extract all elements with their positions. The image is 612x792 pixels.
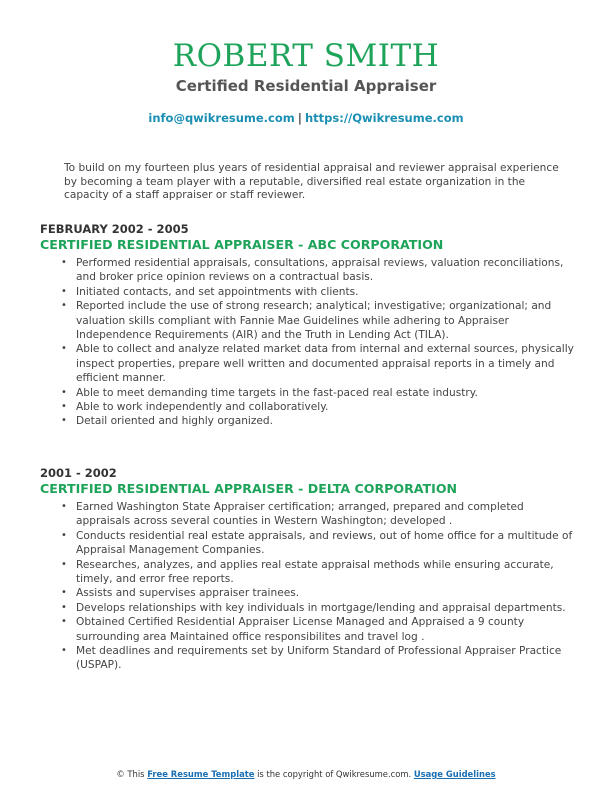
duty-text: Able to collect and analyze related market data from internal and external sources, physically inspect properties, prepare well written and documented appraisal reports in a timely and efficient manner. <box>76 343 574 385</box>
bullet-icon: • <box>61 616 67 628</box>
duty-item <box>40 615 580 644</box>
job-dates: 2001 - 2002 <box>40 466 117 480</box>
candidate-title: Certified Residential Appraiser <box>175 77 437 95</box>
duty-text: Initiated contacts, and set appointments with clients. <box>76 285 359 298</box>
bullet-icon: • <box>61 558 67 570</box>
duty-text: Develops relationships with key individuals in mortgage/lending and appraisal departments. <box>76 601 566 614</box>
duty-item <box>40 644 580 673</box>
bullet-icon: • <box>61 645 67 657</box>
duty-text: Obtained Certified Residential Appraiser License Managed and Appraised a 9 county surrounding area Maintained office responsibilites and travel log . <box>76 616 525 643</box>
duty-text: Earned Washington State Appraiser certification; arranged, prepared and completed appraisals across several counties in Western Washington; developed . <box>76 501 524 528</box>
contact-line <box>0 110 612 126</box>
bullet-icon: • <box>61 343 67 355</box>
duty-item <box>40 558 580 587</box>
experience-entry <box>40 466 580 673</box>
bullet-icon: • <box>61 601 67 613</box>
bullet-icon: • <box>61 401 67 413</box>
duty-item <box>40 414 580 428</box>
bullet-icon: • <box>61 587 67 599</box>
bullet-icon: • <box>61 285 67 297</box>
website-link[interactable]: https://Qwikresume.com <box>304 111 464 125</box>
experience-entry <box>40 222 580 429</box>
candidate-name: ROBERT SMITH <box>172 38 440 74</box>
duty-item <box>40 299 580 342</box>
duty-text: Reported include the use of strong research; analytical; investigative; organizational; and valuation skills compliant with Fannie Mae Guidelines while adhering to Appraiser Independence Requirements (AIR) and the Truth in Lending Act (TILA). <box>76 300 552 342</box>
bullet-icon: • <box>61 501 67 512</box>
free-resume-template-link[interactable]: Free Resume Template <box>147 769 255 779</box>
job-title: CERTIFIED RESIDENTIAL APPRAISER - DELTA CORPORATION <box>40 481 458 496</box>
duty-item <box>40 601 580 615</box>
duty-text: Able to work independently and collaboratively. <box>76 401 329 414</box>
duty-text: Detail oriented and highly organized. <box>76 415 274 428</box>
job-duties <box>40 500 580 673</box>
footer-copyright-text: is the copyright of Qwikresume.com. <box>257 769 412 779</box>
footer-prefix: © This <box>116 769 145 779</box>
duty-text: Met deadlines and requirements set by Uniform Standard of Professional Appraiser Practice (USPAP). <box>76 645 562 672</box>
duty-item <box>40 529 580 558</box>
bullet-icon: • <box>61 386 67 398</box>
bullet-icon: • <box>61 300 67 312</box>
duty-text: Performed residential appraisals, consultations, appraisal reviews, valuation reconciliations, and broker price opinion reviews on a contractual basis. <box>76 257 564 284</box>
bullet-icon: • <box>61 529 67 541</box>
duty-text: Researches, analyzes, and applies real estate appraisal methods while ensuring accurate, timely, and error free reports. <box>76 558 554 586</box>
bullet-icon: • <box>61 257 67 268</box>
summary-paragraph: To build on my fourteen plus years of residential appraisal and reviewer appraisal experience by becoming a team player with a reputable, diversified real estate organization in the capacity of a staff appraiser or staff reviewer. <box>64 162 559 202</box>
duty-text: Conducts residential real estate appraisals, and reviews, out of home office for a multitude of Appraisal Management Companies. <box>76 529 573 557</box>
duty-item <box>40 285 580 299</box>
duty-item <box>40 342 580 385</box>
job-duties <box>40 256 580 429</box>
contact-separator: | <box>297 111 302 125</box>
footer <box>0 768 612 780</box>
usage-guidelines-link[interactable]: Usage Guidelines <box>413 769 496 779</box>
email-link[interactable]: info@qwikresume.com <box>148 111 295 125</box>
duty-item <box>40 256 580 285</box>
duty-item <box>40 386 580 400</box>
duty-text: Able to meet demanding time targets in the fast-paced real estate industry. <box>76 386 478 399</box>
duty-text: Assists and supervises appraiser trainees. <box>76 587 300 600</box>
bullet-icon: • <box>61 415 67 427</box>
job-title: CERTIFIED RESIDENTIAL APPRAISER - ABC CORPORATION <box>40 237 444 252</box>
duty-item <box>40 400 580 414</box>
duty-item <box>40 586 580 600</box>
job-dates: FEBRUARY 2002 - 2005 <box>40 222 189 236</box>
duty-item <box>40 500 580 529</box>
